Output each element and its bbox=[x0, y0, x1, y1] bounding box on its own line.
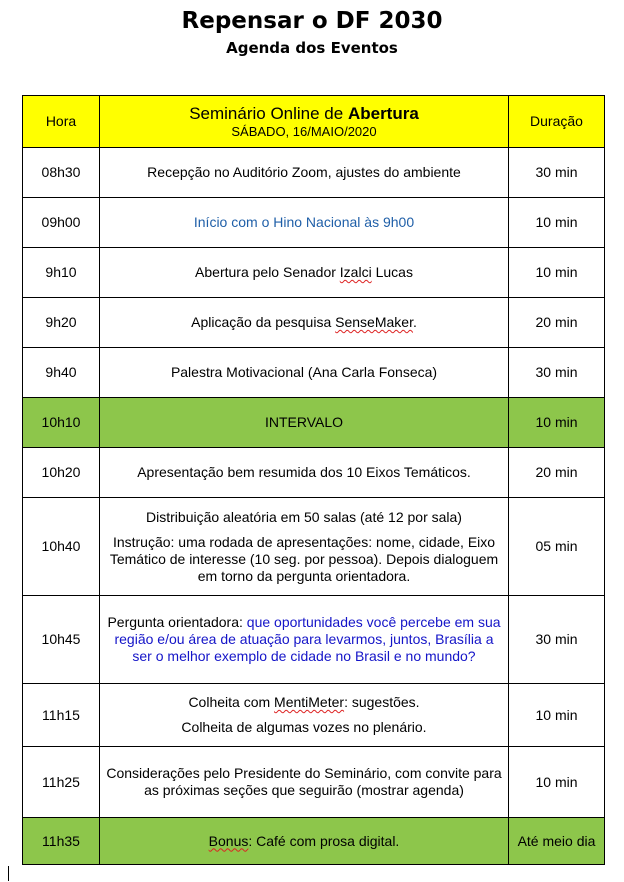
table-row bbox=[23, 198, 605, 248]
row-activity bbox=[100, 298, 509, 348]
table-row-bonus bbox=[23, 818, 605, 865]
table-row bbox=[23, 448, 605, 498]
row-duration: 20 min bbox=[509, 448, 605, 498]
activity-text: . bbox=[412, 314, 417, 330]
spellcheck-word: SenseMaker bbox=[335, 314, 413, 330]
row-time: 11h15 bbox=[23, 684, 100, 747]
activity-text: : sugestões. bbox=[344, 694, 420, 710]
row-time: 08h30 bbox=[23, 148, 100, 198]
activity-paragraph: Distribuição aleatória em 50 salas (até 12 por sala) bbox=[146, 508, 462, 525]
table-row bbox=[23, 298, 605, 348]
row-time: 10h20 bbox=[23, 448, 100, 498]
row-time: 9h10 bbox=[23, 248, 100, 298]
seminar-title bbox=[106, 104, 502, 124]
activity-text: Colheita com bbox=[188, 694, 275, 710]
table-row-break bbox=[23, 398, 605, 448]
seminar-title-prefix: Seminário Online de bbox=[189, 103, 348, 123]
row-time: 11h25 bbox=[23, 747, 100, 818]
row-duration: 10 min bbox=[509, 398, 605, 448]
row-time: 11h35 bbox=[23, 818, 100, 865]
guiding-question: que oportunidades você percebe em sua região e/ou área de atuação para levarmos, juntos, Brasília a ser o melhor exemplo de cidade no Brasil e no mundo? bbox=[114, 614, 501, 664]
document-title: Repensar o DF 2030 bbox=[181, 8, 443, 34]
row-duration: Até meio dia bbox=[509, 818, 605, 865]
row-duration: 30 min bbox=[509, 148, 605, 198]
row-duration: 10 min bbox=[509, 248, 605, 298]
table-row bbox=[23, 148, 605, 198]
row-duration: 10 min bbox=[509, 747, 605, 818]
row-activity: Recepção no Auditório Zoom, ajustes do ambiente bbox=[100, 148, 509, 198]
row-time: 9h20 bbox=[23, 298, 100, 348]
row-time: 10h40 bbox=[23, 498, 100, 596]
question-label: Pergunta orientadora: bbox=[107, 614, 247, 630]
activity-paragraph: Instrução: uma rodada de apresentações: nome, cidade, Eixo Temático de interesse (10 seg. por pessoa). Depois dialoguem em torno da pergunta orientadora. bbox=[109, 533, 499, 584]
row-duration: 20 min bbox=[509, 298, 605, 348]
row-duration: 10 min bbox=[509, 198, 605, 248]
seminar-date: SÁBADO, 16/MAIO/2020 bbox=[231, 123, 377, 139]
agenda-table bbox=[22, 95, 605, 865]
text-cursor bbox=[8, 866, 9, 881]
activity-paragraph: Colheita de algumas vozes no plenário. bbox=[181, 719, 427, 735]
row-activity bbox=[100, 818, 509, 865]
table-row bbox=[23, 348, 605, 398]
header-seminar bbox=[100, 96, 509, 148]
table-row bbox=[23, 747, 605, 818]
row-activity: Considerações pelo Presidente do Seminário, com convite para as próximas seções que seguirão (mostrar agenda) bbox=[100, 747, 509, 818]
header-duracao: Duração bbox=[509, 96, 605, 148]
row-activity bbox=[100, 248, 509, 298]
row-activity bbox=[100, 684, 509, 747]
table-row bbox=[23, 596, 605, 684]
row-activity bbox=[100, 498, 509, 596]
row-activity: Apresentação bem resumida dos 10 Eixos Temáticos. bbox=[100, 448, 509, 498]
activity-text: : Café com prosa digital. bbox=[248, 832, 400, 849]
spellcheck-word: Bonus bbox=[208, 832, 249, 849]
row-activity: Palestra Motivacional (Ana Carla Fonseca) bbox=[100, 348, 509, 398]
table-row bbox=[23, 684, 605, 747]
row-time: 9h40 bbox=[23, 348, 100, 398]
spellcheck-word: Izalci bbox=[339, 264, 372, 280]
seminar-title-bold: Abertura bbox=[347, 103, 419, 123]
row-time: 09h00 bbox=[23, 198, 100, 248]
table-header-row bbox=[23, 96, 605, 148]
activity-paragraph bbox=[106, 694, 502, 711]
row-activity bbox=[100, 596, 509, 684]
row-duration: 05 min bbox=[509, 498, 605, 596]
row-activity: Início com o Hino Nacional às 9h00 bbox=[100, 198, 509, 248]
row-time: 10h10 bbox=[23, 398, 100, 448]
table-row bbox=[23, 498, 605, 596]
activity-text: Aplicação da pesquisa bbox=[191, 314, 336, 330]
spellcheck-word: MentiMeter bbox=[274, 694, 345, 710]
row-duration: 10 min bbox=[509, 684, 605, 747]
row-duration: 30 min bbox=[509, 348, 605, 398]
row-duration: 30 min bbox=[509, 596, 605, 684]
document-subtitle: Agenda dos Eventos bbox=[226, 39, 398, 57]
activity-text: Abertura pelo Senador bbox=[195, 264, 340, 280]
row-activity: INTERVALO bbox=[100, 398, 509, 448]
row-time: 10h45 bbox=[23, 596, 100, 684]
header-hora: Hora bbox=[23, 96, 100, 148]
table-row bbox=[23, 248, 605, 298]
activity-text: Lucas bbox=[371, 264, 413, 280]
